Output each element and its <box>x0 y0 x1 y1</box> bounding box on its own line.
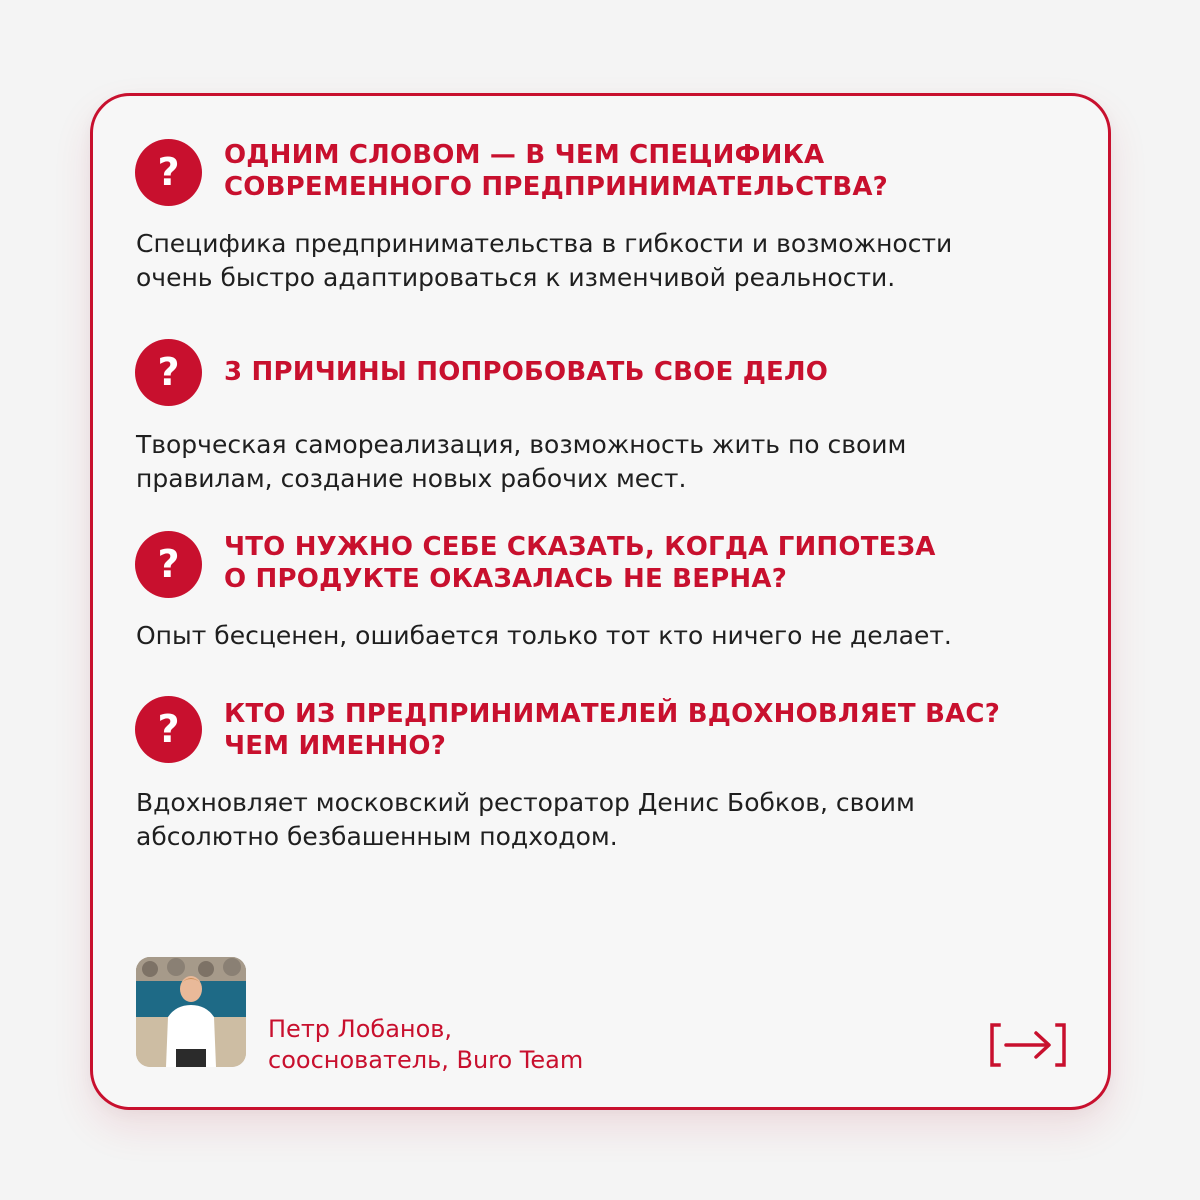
arrow-right-bracket-icon <box>988 1022 1068 1068</box>
question-title-line: СОВРЕМЕННОГО ПРЕДПРИНИМАТЕЛЬСТВА? <box>224 172 888 202</box>
question-title-line: ЧЕМ ИМЕННО? <box>224 731 446 761</box>
question-title-line: 3 ПРИЧИНЫ ПОПРОБОВАТЬ СВОЕ ДЕЛО <box>224 357 829 387</box>
question-mark-icon: ? <box>135 339 202 406</box>
answer-text-line: правилам, создание новых рабочих мест. <box>136 464 687 493</box>
answer-text <box>136 786 1036 854</box>
author-caption <box>268 1014 583 1076</box>
question-title-line: ОДНИМ СЛОВОМ — В ЧЕМ СПЕЦИФИКА <box>224 140 825 170</box>
answer-text-line: Творческая самореализация, возможность жить по своим <box>136 430 907 459</box>
question-title <box>224 356 1054 388</box>
answer-text-line: Вдохновляет московский ресторатор Денис Бобков, своим <box>136 788 915 817</box>
person-illustration-icon <box>136 957 246 1067</box>
answer-text-line: Опыт бесценен, ошибается только тот кто ничего не делает. <box>136 621 952 650</box>
question-title <box>224 139 1054 203</box>
author-role: сооснователь, Buro Team <box>268 1046 584 1074</box>
author-photo <box>136 957 246 1067</box>
question-mark-icon: ? <box>135 531 202 598</box>
question-title <box>224 698 1054 762</box>
question-mark-icon: ? <box>135 139 202 206</box>
next-arrow-button[interactable] <box>988 1022 1068 1068</box>
answer-text <box>136 619 1036 653</box>
answer-text-line: абсолютно безбашенным подходом. <box>136 822 618 851</box>
interview-card <box>90 93 1111 1110</box>
answer-text <box>136 428 1036 496</box>
question-mark-icon: ? <box>135 696 202 763</box>
question-title-line: О ПРОДУКТЕ ОКАЗАЛАСЬ НЕ ВЕРНА? <box>224 564 787 594</box>
author-name: Петр Лобанов, <box>268 1015 453 1043</box>
answer-text-line: Специфика предпринимательства в гибкости и возможности <box>136 229 953 258</box>
question-title-line: ЧТО НУЖНО СЕБЕ СКАЗАТЬ, КОГДА ГИПОТЕЗА <box>224 532 936 562</box>
question-title <box>224 531 1054 595</box>
answer-text <box>136 227 1036 295</box>
answer-text-line: очень быстро адаптироваться к изменчивой реальности. <box>136 263 896 292</box>
question-title-line: КТО ИЗ ПРЕДПРИНИМАТЕЛЕЙ ВДОХНОВЛЯЕТ ВАС? <box>224 699 1000 729</box>
